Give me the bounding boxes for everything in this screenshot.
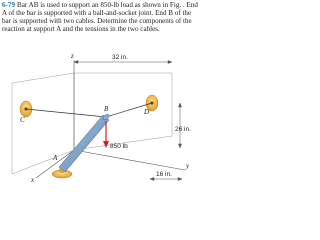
load-label: 850 lb	[110, 143, 128, 150]
point-label-c: C	[20, 116, 25, 124]
cables	[26, 103, 152, 117]
cable-bc	[26, 109, 106, 117]
wall-outlines	[12, 73, 172, 174]
point-label-d: D	[144, 108, 150, 116]
axis-label-x: x	[31, 176, 35, 184]
point-label-b: B	[104, 105, 109, 113]
bar-ab	[59, 113, 110, 172]
coordinate-axes	[36, 60, 185, 178]
axis-label-y: y	[186, 162, 190, 170]
statics-figure	[0, 36, 200, 186]
dimension-bottom-label: 16 in.	[156, 171, 172, 178]
problem-text: Bar AB is used to support an 850-lb load as shown in Fig. . End A of the bar is supported with a ball-and-socket joint. End B of the bar is supported with two cables. Determine the components of the reaction at support A and the tensions in the two cables.	[2, 1, 198, 33]
problem-statement	[2, 1, 198, 33]
problem-number: 6-79	[2, 1, 16, 9]
dimension-right-label: 26 in.	[175, 126, 191, 133]
point-label-a: A	[53, 154, 58, 162]
axis-label-z: z	[71, 52, 74, 60]
dimension-top-label: 32 in.	[112, 54, 128, 61]
